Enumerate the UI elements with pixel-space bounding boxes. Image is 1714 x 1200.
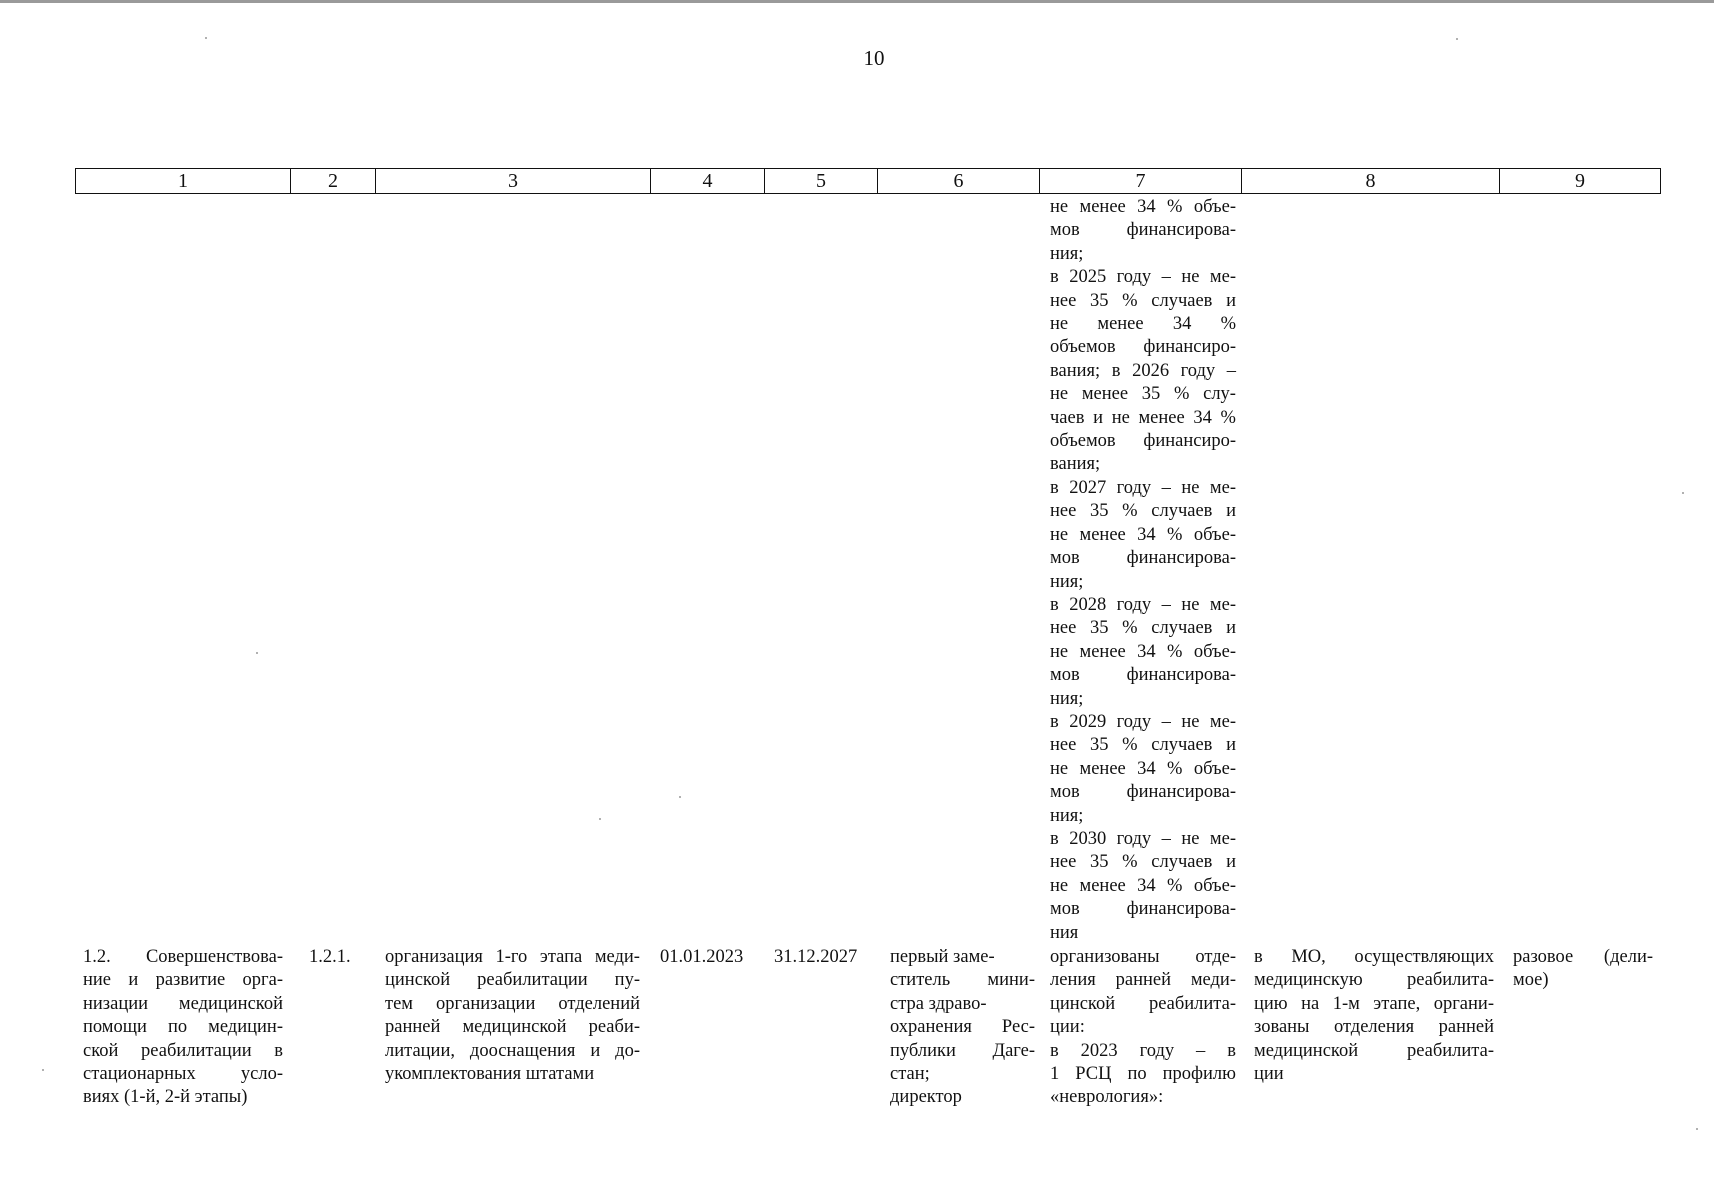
text-line: объемов финансиро- <box>1050 337 1236 358</box>
scan-top-edge <box>0 0 1714 3</box>
header-cell-8: 8 <box>1242 169 1500 194</box>
text-line: 31.12.2027 <box>774 947 858 967</box>
text-line: нее 35 % случаев и <box>1050 735 1236 756</box>
text-line: медицинской реабилита- <box>1254 1040 1494 1061</box>
text-line: в МО, осуществляющих <box>1254 947 1494 967</box>
text-line: чаев и не менее 34 % <box>1050 407 1236 428</box>
text-line: литации, дооснащения и до- <box>385 1040 640 1061</box>
text-line: не менее 34 % объе- <box>1050 641 1236 662</box>
row-1-2-activity-name <box>83 946 283 1110</box>
scan-speck <box>256 652 258 654</box>
text-line: не менее 34 % объе- <box>1050 524 1236 545</box>
scan-speck <box>679 796 681 798</box>
text-line: охранения Рес- <box>890 1017 1035 1038</box>
text-line: организация 1-го этапа меди- <box>385 947 640 967</box>
text-line: ния; <box>1050 243 1084 264</box>
row-1-2-start-date <box>660 946 775 969</box>
row-1-2-result <box>1050 946 1236 1110</box>
text-line: нее 35 % случаев и <box>1050 501 1236 522</box>
header-cell-4: 4 <box>651 169 765 194</box>
scan-speck <box>599 818 601 820</box>
text-line: 1 РСЦ по профилю <box>1050 1064 1236 1085</box>
text-line: не менее 35 % слу- <box>1050 384 1236 405</box>
text-line: мов финансирова- <box>1050 899 1236 920</box>
col7-continuation-text <box>1050 196 1236 945</box>
text-line: организованы отде- <box>1050 947 1236 967</box>
text-line: в 2030 году – не ме- <box>1050 828 1236 849</box>
text-line: стан; <box>890 1064 930 1085</box>
text-line: в 2023 году – в <box>1050 1040 1236 1061</box>
text-line: цинской реабилитации пу- <box>385 970 640 991</box>
text-line: тем организации отделений <box>385 993 640 1014</box>
text-line: ранней медицинской реаби- <box>385 1017 640 1038</box>
text-line: не менее 34 % объе- <box>1050 197 1236 217</box>
text-line: мов финансирова- <box>1050 548 1236 569</box>
text-line: виях (1-й, 2-й этапы) <box>83 1087 248 1108</box>
text-line: не менее 34 % объе- <box>1050 875 1236 896</box>
row-1-2-responsible <box>890 946 1035 1110</box>
text-line: ние и развитие орга- <box>83 970 283 991</box>
text-line: нее 35 % случаев и <box>1050 290 1236 311</box>
text-line: нее 35 % случаев и <box>1050 852 1236 873</box>
text-line: «неврология»: <box>1050 1087 1164 1108</box>
row-1-2-measure-description <box>385 946 640 1086</box>
text-line: ции: <box>1050 1017 1085 1038</box>
page-number: 10 <box>863 46 885 70</box>
row-1-2-type <box>1513 946 1653 993</box>
header-cell-2: 2 <box>291 169 376 194</box>
text-line: мов финансирова- <box>1050 782 1236 803</box>
text-line: ской реабилитации в <box>83 1040 283 1061</box>
text-line: разовое (дели- <box>1513 947 1653 967</box>
text-line: первый заме- <box>890 947 995 967</box>
text-line: объемов финансиро- <box>1050 431 1236 452</box>
header-cell-5: 5 <box>765 169 878 194</box>
text-line: медицинскую реабилита- <box>1254 970 1494 991</box>
header-cell-3: 3 <box>376 169 651 194</box>
text-line: помощи по медицин- <box>83 1017 283 1038</box>
header-cell-6: 6 <box>878 169 1040 194</box>
text-line: публики Даге- <box>890 1040 1035 1061</box>
text-line: стационарных усло- <box>83 1064 283 1085</box>
text-line: вания; в 2026 году – <box>1050 360 1236 381</box>
text-line: не менее 34 % объе- <box>1050 758 1236 779</box>
text-line: ния <box>1050 922 1079 943</box>
text-line: в 2028 году – не ме- <box>1050 594 1236 615</box>
text-line: вания; <box>1050 454 1101 475</box>
text-line: в 2027 году – не ме- <box>1050 477 1236 498</box>
text-line: 1.2. Совершенствова- <box>83 947 283 967</box>
text-line: стра здраво- <box>890 993 987 1014</box>
text-line: мов финансирова- <box>1050 665 1236 686</box>
header-cell-7: 7 <box>1040 169 1242 194</box>
text-line: ния; <box>1050 571 1084 592</box>
text-line: директор <box>890 1087 962 1108</box>
text-line: в 2025 году – не ме- <box>1050 267 1236 288</box>
text-line: нее 35 % случаев и <box>1050 618 1236 639</box>
text-line: зованы отделения ранней <box>1254 1017 1494 1038</box>
text-line: ния; <box>1050 688 1084 709</box>
scan-speck <box>1456 38 1458 40</box>
text-line: цию на 1-м этапе, органи- <box>1254 993 1494 1014</box>
row-1-2-number <box>309 946 369 969</box>
header-cell-1: 1 <box>76 169 291 194</box>
text-line: цинской реабилита- <box>1050 993 1236 1014</box>
text-line: ции <box>1254 1064 1284 1085</box>
text-line: ститель мини- <box>890 970 1035 991</box>
text-line: 01.01.2023 <box>660 947 744 967</box>
table-header <box>75 168 1661 194</box>
scan-speck <box>205 37 207 39</box>
row-1-2-end-date <box>774 946 894 969</box>
header-cell-9: 9 <box>1500 169 1661 194</box>
text-line: в 2029 году – не ме- <box>1050 711 1236 732</box>
text-line: низации медицинской <box>83 993 283 1014</box>
text-line: ления ранней меди- <box>1050 970 1236 991</box>
text-line: мов финансирова- <box>1050 220 1236 241</box>
text-line: мое) <box>1513 970 1549 991</box>
text-line: ния; <box>1050 805 1084 826</box>
text-line: укомплектования штатами <box>385 1064 595 1085</box>
text-line: 1.2.1. <box>309 947 351 967</box>
scan-speck <box>42 1069 44 1071</box>
text-line: не менее 34 % <box>1050 314 1236 335</box>
scan-speck <box>1696 1128 1698 1130</box>
row-1-2-indicator <box>1254 946 1494 1086</box>
scan-speck <box>1682 492 1684 494</box>
